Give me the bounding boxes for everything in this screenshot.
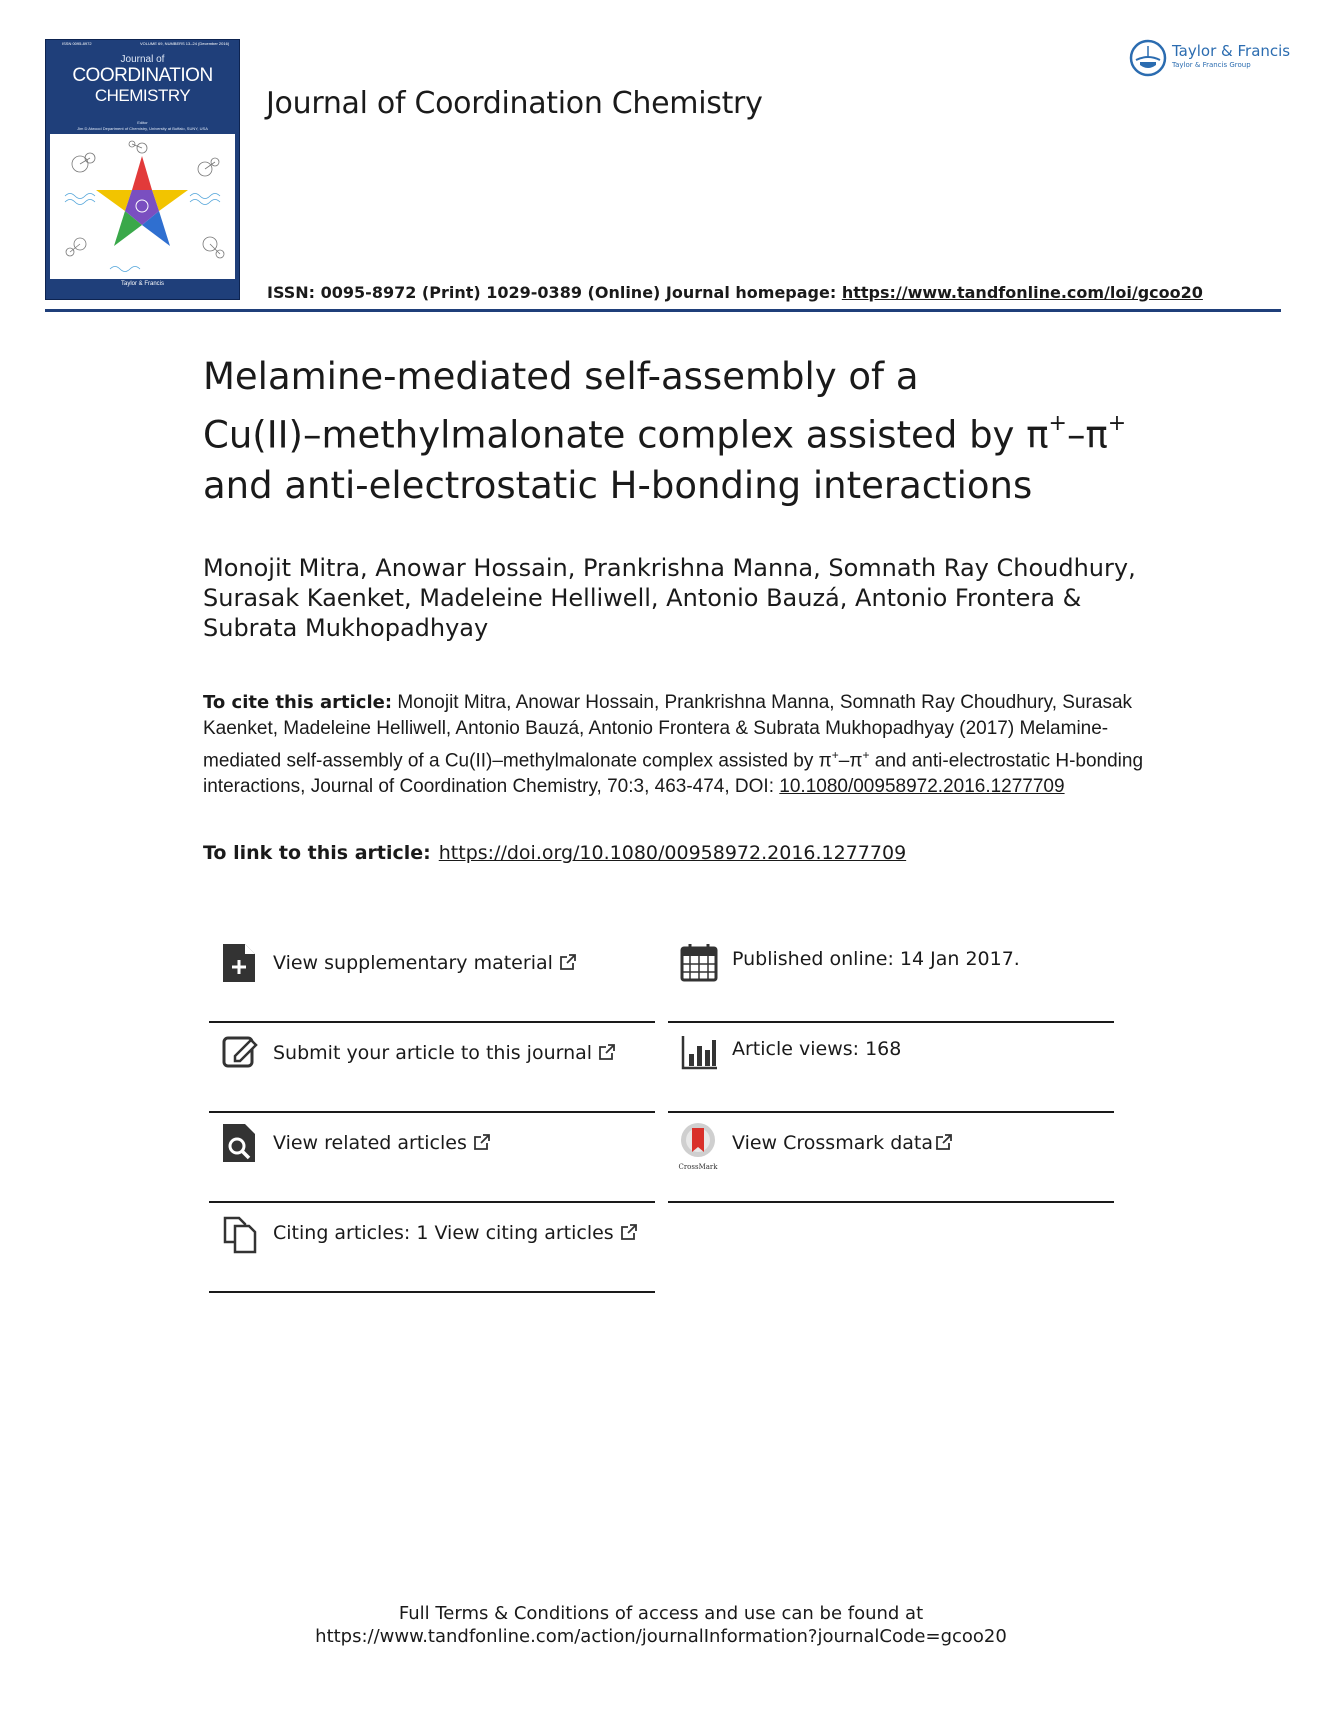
crossmark-icon bbox=[678, 1122, 718, 1160]
supplementary-material-link[interactable] bbox=[209, 942, 655, 1032]
cover-issn: ISSN 0095-8972 bbox=[62, 41, 92, 46]
link-divider bbox=[668, 1111, 1114, 1113]
edit-icon bbox=[221, 1032, 259, 1074]
external-link-icon bbox=[620, 1223, 638, 1241]
header-divider bbox=[45, 309, 1281, 312]
article-authors: Monojit Mitra, Anowar Hossain, Prankrishna Manna, Somnath Ray Choudhury, Surasak Kaenket, Madeleine Helliwell, Antonio Bauzá, Antonio Frontera & Subrata Mukhopadhyay bbox=[203, 554, 1136, 642]
footer-line-1: Full Terms & Conditions of access and use can be found at bbox=[398, 1603, 924, 1624]
cover-title-line1: COORDINATION bbox=[72, 65, 213, 86]
crossmark-link[interactable] bbox=[668, 1122, 1114, 1212]
article-views-item bbox=[668, 1032, 1114, 1122]
cover-editor-name: Jim D Atwood Department of Chemistry, University at Buffalo, SUNY, USA bbox=[77, 126, 208, 131]
doi-link[interactable]: 10.1080/00958972.2016.1277709 bbox=[779, 776, 1065, 798]
document-plus-icon bbox=[221, 942, 259, 984]
submit-article-link[interactable] bbox=[209, 1032, 655, 1122]
issn-line bbox=[267, 283, 1203, 302]
link-divider bbox=[209, 1021, 655, 1023]
crossmark-label: View Crossmark data bbox=[732, 1132, 934, 1154]
citation-text-2: and anti-electrostatic H-bonding interactions, Journal of Coordination Chemistry, 70:3, 463-474, DOI: bbox=[203, 750, 1144, 798]
issn-text: ISSN: 0095-8972 (Print) 1029-0389 (Online) Journal homepage: bbox=[267, 283, 842, 302]
article-url-link[interactable]: https://doi.org/10.1080/00958972.2016.1277709 bbox=[438, 842, 907, 864]
title-dash: –π bbox=[1066, 413, 1108, 457]
cover-title-line2: CHEMISTRY bbox=[94, 86, 191, 105]
crossmark-logo-text: CrossMark bbox=[678, 1163, 718, 1171]
title-sup-1: + bbox=[1048, 411, 1067, 436]
copy-documents-icon bbox=[221, 1212, 259, 1254]
publisher-name: Taylor & Francis bbox=[1172, 42, 1291, 60]
cover-editor-label: Editor bbox=[137, 120, 148, 125]
citation-sup-1: + bbox=[831, 748, 839, 762]
citation-text-1: Monojit Mitra, Anowar Hossain, Prankrishna Manna, Somnath Ray Choudhury, Surasak Kaenket, Madeleine Helliwell, Antonio Bauzá, Antonio Frontera & Subrata Mukhopadhyay (2017) Melamine-mediated self-assembly of a Cu(II)–methylmalonate complex assisted by π bbox=[203, 692, 1133, 772]
journal-cover bbox=[45, 39, 240, 300]
crossmark-logo bbox=[678, 1122, 722, 1172]
journal-title: Journal of Coordination Chemistry bbox=[266, 86, 763, 121]
publisher-group: Taylor & Francis Group bbox=[1172, 61, 1251, 69]
related-label: View related articles bbox=[273, 1132, 467, 1154]
title-line-3: and anti-electrostatic H-bonding interactions bbox=[203, 464, 1033, 508]
related-articles-link[interactable] bbox=[209, 1122, 655, 1212]
link-divider bbox=[209, 1201, 655, 1203]
citation-label: To cite this article: bbox=[203, 692, 393, 713]
cover-volume: VOLUME 69, NUMBERS 13–24 (December 2016) bbox=[140, 41, 230, 46]
article-link-line bbox=[203, 842, 906, 864]
cover-artwork bbox=[50, 134, 235, 279]
cover-publisher: Taylor & Francis bbox=[120, 281, 164, 287]
published-label: Published online: 14 Jan 2017. bbox=[732, 948, 1020, 970]
published-online-item bbox=[668, 942, 1114, 1032]
article-title bbox=[203, 351, 1203, 511]
submit-label: Submit your article to this journal bbox=[273, 1042, 593, 1064]
bar-chart-icon bbox=[680, 1032, 718, 1074]
link-divider bbox=[209, 1111, 655, 1113]
title-line-1: Melamine-mediated self-assembly of a bbox=[203, 355, 919, 398]
citation-sup-2: + bbox=[862, 748, 870, 762]
link-divider bbox=[209, 1291, 655, 1293]
citation-dash: –π bbox=[838, 750, 863, 772]
external-link-icon bbox=[598, 1043, 616, 1061]
title-line-2-text: Cu(II)–methylmalonate complex assisted by π bbox=[203, 413, 1049, 457]
views-label: Article views: 168 bbox=[732, 1038, 902, 1060]
calendar-icon bbox=[680, 942, 718, 984]
external-link-icon bbox=[559, 953, 577, 971]
external-link-icon bbox=[935, 1133, 953, 1151]
journal-homepage-link[interactable]: https://www.tandfonline.com/loi/gcoo20 bbox=[841, 283, 1203, 302]
cover-top-bar bbox=[46, 40, 239, 50]
external-link-icon bbox=[473, 1133, 491, 1151]
terms-footer bbox=[0, 1602, 1322, 1648]
supplementary-label: View supplementary material bbox=[273, 952, 553, 974]
link-divider bbox=[668, 1201, 1114, 1203]
title-line-2 bbox=[203, 402, 1203, 460]
cover-journal-of: Journal of bbox=[120, 54, 165, 65]
document-search-icon bbox=[221, 1122, 259, 1164]
citing-label: Citing articles: 1 View citing articles bbox=[273, 1222, 614, 1244]
star-molecule-illustration bbox=[50, 134, 235, 279]
footer-url[interactable]: https://www.tandfonline.com/action/journalInformation?journalCode=gcoo20 bbox=[315, 1626, 1007, 1647]
link-divider bbox=[668, 1021, 1114, 1023]
title-sup-2: + bbox=[1107, 411, 1127, 436]
article-link-label: To link to this article: bbox=[203, 842, 431, 864]
citing-articles-link[interactable] bbox=[209, 1212, 655, 1302]
taylor-francis-logo-icon bbox=[1128, 38, 1168, 78]
citation-block bbox=[203, 690, 1153, 800]
